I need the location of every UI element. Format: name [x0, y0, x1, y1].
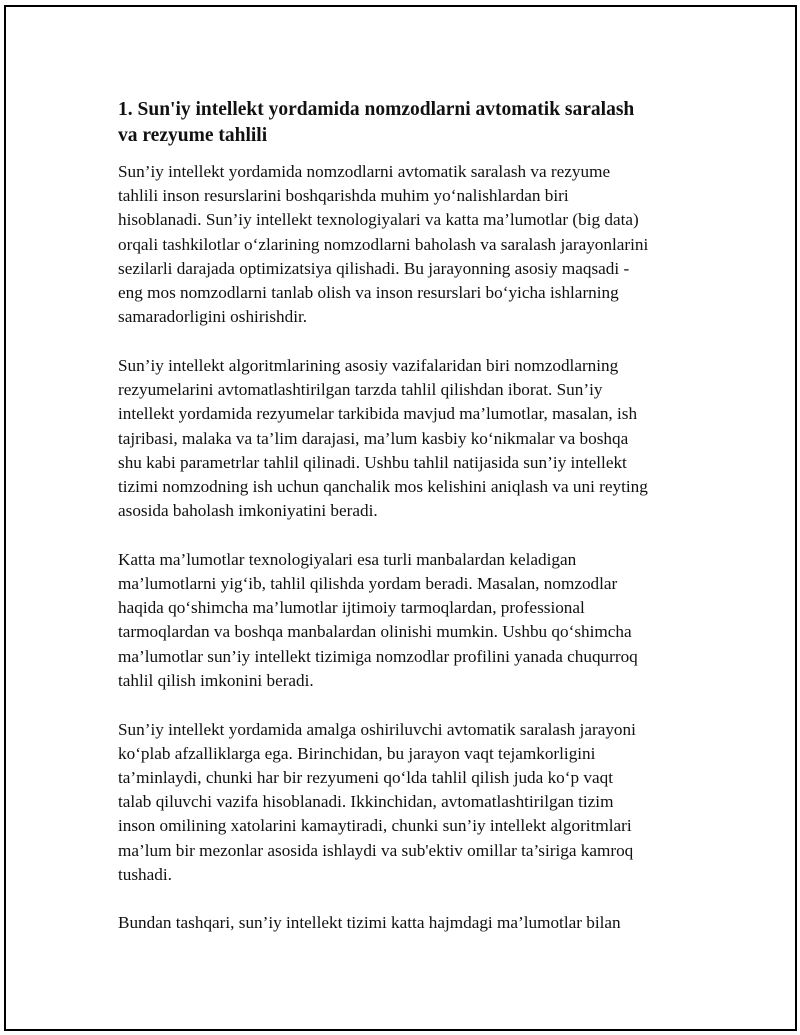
document-page — [4, 5, 797, 1031]
paragraph-line: asosida baholash imkoniyatini beradi. — [118, 501, 378, 521]
section-heading — [118, 97, 693, 149]
paragraph — [118, 911, 693, 935]
paragraph-line: inson omilining xatolarini kamaytiradi, chunki sun’iy intellekt algoritmlari — [118, 816, 632, 836]
paragraph-line: Sun’iy intellekt algoritmlarining asosiy vazifalaridan biri nomzodlarning — [118, 355, 619, 375]
paragraph-line: tarmoqlardan va boshqa manbalardan olinishi mumkin. Ushbu qo‘shimcha — [118, 622, 632, 642]
paragraph-line: eng mos nomzodlarni tanlab olish va inson resurslari bo‘yicha ishlarning — [118, 283, 619, 303]
paragraph-line: shu kabi parametrlar tahlil qilinadi. Ushbu tahlil natijasida sun’iy intellekt — [118, 452, 627, 472]
paragraph-line: Katta ma’lumotlar texnologiyalari esa turli manbalardan keladigan — [118, 549, 577, 569]
paragraph-line: rezyumelarini avtomatlashtirilgan tarzda tahlil qilishdan iborat. Sun’iy — [118, 380, 603, 400]
document-content — [118, 97, 693, 960]
paragraph-line: Sun’iy intellekt yordamida amalga oshiriluvchi avtomatik saralash jarayoni — [118, 719, 636, 739]
paragraph-line: ko‘plab afzalliklarga ega. Birinchidan, bu jarayon vaqt tejamkorligini — [118, 743, 596, 763]
paragraph — [118, 160, 693, 329]
heading-line: 1. Sun'iy intellekt yordamida nomzodlarni avtomatik saralash — [118, 99, 635, 120]
paragraph-line: ma’lum bir mezonlar asosida ishlaydi va sub'ektiv omillar ta’siriga kamroq — [118, 840, 634, 860]
paragraph-line: sezilarli darajada optimizatsiya qilishadi. Bu jarayonning asosiy maqsadi - — [118, 258, 630, 278]
paragraph-line: Sun’iy intellekt yordamida nomzodlarni avtomatik saralash va rezyume — [118, 162, 611, 181]
paragraph-line: tahlil qilish imkonini beradi. — [118, 670, 314, 690]
paragraph-line: hisoblanadi. Sun’iy intellekt texnologiyalari va katta ma’lumotlar (big data) — [118, 210, 639, 230]
paragraph-line: tushadi. — [118, 864, 172, 884]
paragraph-line: ma’lumotlar sun’iy intellekt tizimiga nomzodlar profilini yanada chuqurroq — [118, 646, 638, 666]
paragraph — [118, 354, 693, 523]
paragraph-line: Bundan tashqari, sun’iy intellekt tizimi katta hajmdagi ma’lumotlar bilan — [118, 913, 621, 933]
heading-line: va rezyume tahlili — [118, 125, 268, 146]
paragraph-line: intellekt yordamida rezyumelar tarkibida mavjud ma’lumotlar, masalan, ish — [118, 404, 638, 424]
paragraph-line: orqali tashkilotlar o‘zlarining nomzodlarni baholash va saralash jarayonlarini — [118, 234, 649, 254]
paragraph-line: tahlili inson resurslarini boshqarishda muhim yo‘nalishlardan biri — [118, 186, 569, 206]
paragraph-line: samaradorligini oshirishdir. — [118, 307, 308, 327]
paragraph-line: tizimi nomzodning ish uchun qanchalik mos kelishini aniqlash va uni reyting — [118, 476, 648, 496]
paragraph-line: haqida qo‘shimcha ma’lumotlar ijtimoiy tarmoqlardan, professional — [118, 598, 585, 618]
paragraph-line: ta’minlaydi, chunki har bir rezyumeni qo‘lda tahlil qilish juda ko‘p vaqt — [118, 767, 613, 787]
paragraph — [118, 718, 693, 887]
paragraph-line: ma’lumotlarni yig‘ib, tahlil qilishda yordam beradi. Masalan, nomzodlar — [118, 574, 618, 594]
paragraph — [118, 548, 693, 693]
paragraph-line: talab qiluvchi vazifa hisoblanadi. Ikkinchidan, avtomatlashtirilgan tizim — [118, 792, 614, 812]
paragraph-line: tajribasi, malaka va ta’lim darajasi, ma’lum kasbiy ko‘nikmalar va boshqa — [118, 428, 629, 448]
